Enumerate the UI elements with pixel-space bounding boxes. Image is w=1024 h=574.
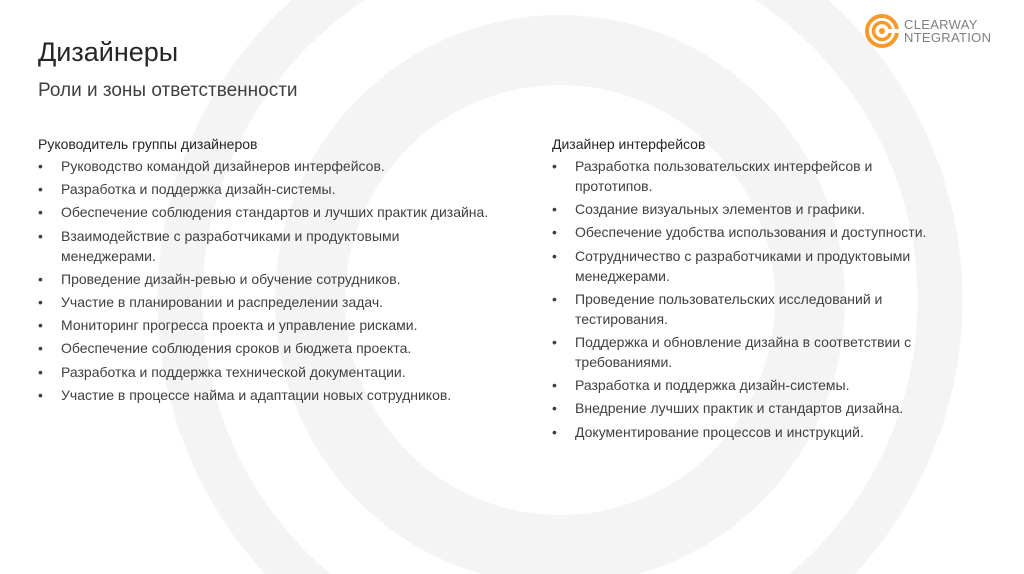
bullet-icon: • xyxy=(552,158,557,174)
list-item-text: Документирование процессов и инструкций. xyxy=(575,423,864,440)
list-item xyxy=(38,292,498,312)
list-item-text: Обеспечение удобства использования и доступности. xyxy=(575,224,927,241)
bullet-icon: • xyxy=(38,293,43,310)
list-item xyxy=(552,246,947,286)
list-item-text: Поддержка и обновление дизайна в соответствии с требованиями. xyxy=(575,333,912,370)
bullet-icon: • xyxy=(38,386,43,403)
list-item xyxy=(38,179,498,199)
list-item-text: Участие в планировании и распределении задач. xyxy=(61,293,384,310)
ui-designer-heading: Дизайнер интерфейсов xyxy=(552,136,706,152)
list-item xyxy=(552,289,947,329)
bullet-icon: • xyxy=(38,227,43,244)
bullet-icon: • xyxy=(552,423,557,440)
team-lead-column xyxy=(38,134,498,408)
list-item xyxy=(552,332,947,372)
list-item xyxy=(38,226,498,266)
list-item xyxy=(38,269,498,289)
bullet-icon: • xyxy=(38,181,43,198)
list-item xyxy=(552,375,947,395)
page-title: Дизайнеры xyxy=(38,37,179,67)
list-item-text: Проведение дизайн-ревью и обучение сотрудников. xyxy=(61,270,401,287)
logo-wordmark xyxy=(904,18,991,44)
list-item xyxy=(38,202,498,222)
page-subtitle: Роли и зоны ответственности xyxy=(38,80,298,101)
bullet-icon: • xyxy=(38,158,43,174)
list-item-text: Обеспечение соблюдения сроков и бюджета проекта. xyxy=(61,340,412,357)
bullet-icon: • xyxy=(552,333,557,350)
list-item-text: Обеспечение соблюдения стандартов и лучших практик дизайна. xyxy=(61,204,489,221)
list-item-text: Участие в процессе найма и адаптации новых сотрудников. xyxy=(61,386,452,403)
list-item-text: Разработка и поддержка технической документации. xyxy=(61,363,406,380)
list-item-text: Разработка пользовательских интерфейсов и прототипов. xyxy=(575,158,873,194)
list-item xyxy=(552,156,947,196)
bullet-icon: • xyxy=(38,270,43,287)
bullet-icon: • xyxy=(552,224,557,241)
bullet-icon: • xyxy=(552,201,557,218)
list-item xyxy=(552,222,947,242)
bullet-icon: • xyxy=(38,204,43,221)
list-item-text: Разработка и поддержка дизайн-системы. xyxy=(61,181,336,198)
logo-line-1: CLEARWAY xyxy=(904,17,978,32)
list-item-text: Создание визуальных элементов и графики. xyxy=(575,201,866,218)
ui-designer-column xyxy=(552,134,947,445)
list-item xyxy=(552,422,947,442)
list-item xyxy=(38,338,498,358)
ui-designer-responsibilities-list xyxy=(552,156,947,442)
bullet-icon: • xyxy=(552,247,557,264)
list-item xyxy=(38,385,498,405)
list-item xyxy=(38,362,498,382)
list-item xyxy=(552,398,947,418)
bullet-icon: • xyxy=(38,340,43,357)
list-item-text: Сотрудничество с разработчиками и продуктовыми менеджерами. xyxy=(575,247,911,284)
bullet-icon: • xyxy=(552,377,557,394)
list-item xyxy=(38,156,498,176)
team-lead-responsibilities-list xyxy=(38,156,498,405)
company-logo xyxy=(864,12,1014,50)
bullet-icon: • xyxy=(552,290,557,307)
team-lead-heading: Руководитель группы дизайнеров xyxy=(38,136,258,152)
bullet-icon: • xyxy=(38,317,43,334)
bullet-icon: • xyxy=(552,400,557,417)
list-item-text: Руководство командой дизайнеров интерфейсов. xyxy=(61,158,385,174)
list-item-text: Мониторинг прогресса проекта и управление рисками. xyxy=(61,317,418,334)
logo-line-2: NTEGRATION xyxy=(904,30,992,45)
concentric-circles-logo-icon xyxy=(864,13,900,49)
list-item-text: Проведение пользовательских исследований и тестирования. xyxy=(575,290,883,327)
list-item-text: Взаимодействие с разработчиками и продуктовыми менеджерами. xyxy=(61,227,400,264)
bullet-icon: • xyxy=(38,363,43,380)
list-item-text: Внедрение лучших практик и стандартов дизайна. xyxy=(575,400,904,417)
list-item-text: Разработка и поддержка дизайн-системы. xyxy=(575,377,850,394)
list-item xyxy=(552,199,947,219)
list-item xyxy=(38,315,498,335)
